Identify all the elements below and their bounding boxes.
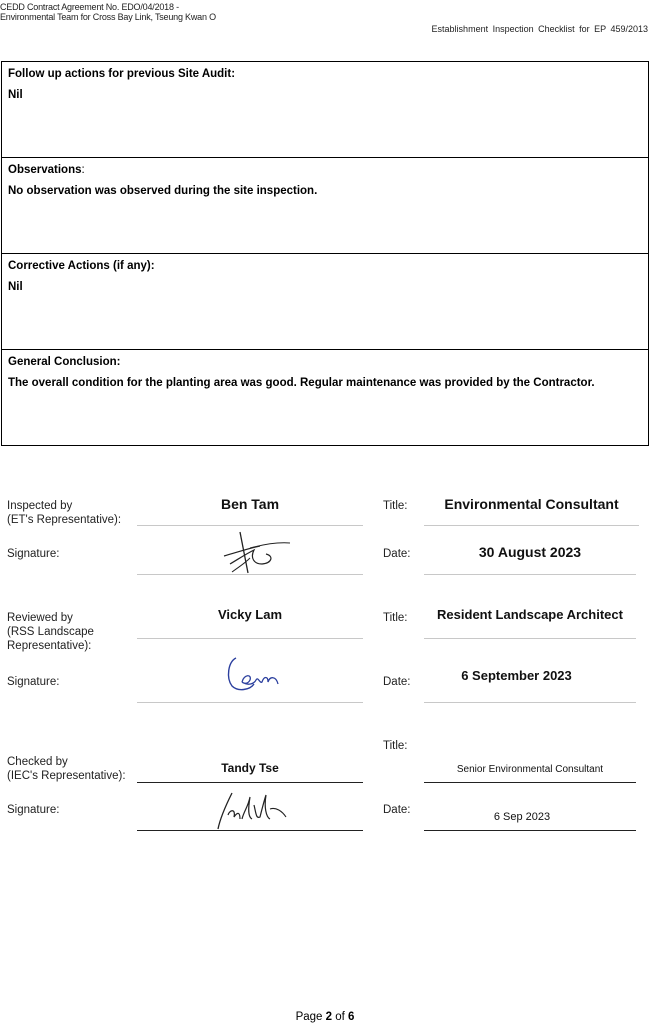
section-title: Observations:	[8, 164, 85, 176]
contract-line: CEDD Contract Agreement No. EDO/04/2018 -	[0, 2, 179, 12]
signature-label: Signature:	[7, 804, 60, 816]
section-body: The overall condition for the planting area was good. Regular maintenance was provided by the Contractor.	[8, 377, 595, 389]
general-conclusion-section	[1, 350, 649, 446]
inspector-signature	[220, 528, 295, 578]
inspection-sections	[1, 61, 649, 446]
corrective-actions-section	[1, 254, 649, 350]
date-rule	[424, 574, 636, 575]
inspected-by-label	[7, 499, 121, 527]
title-rule	[424, 638, 636, 639]
signature-rule	[137, 574, 363, 575]
date-label: Date:	[383, 676, 411, 688]
inspector-name: Ben Tam	[220, 496, 280, 512]
inspection-date: 30 August 2023	[478, 544, 582, 560]
signature-rule	[137, 830, 363, 831]
date-label: Date:	[383, 804, 411, 816]
signature-rule	[137, 702, 363, 703]
title-label: Title:	[383, 740, 408, 752]
checker-name: Tandy Tse	[221, 761, 279, 775]
page-footer	[0, 1011, 650, 1023]
check-date: 6 Sep 2023	[493, 811, 551, 823]
of-word: of	[335, 1011, 345, 1023]
label-line: Checked by	[7, 756, 68, 768]
title-label: Title:	[383, 500, 408, 512]
title-label: Title:	[383, 612, 408, 624]
label-line: Representative):	[7, 640, 92, 652]
reviewed-by-label	[7, 611, 94, 653]
label-line: Reviewed by	[7, 612, 73, 624]
name-rule	[137, 638, 363, 639]
section-body: Nil	[8, 281, 23, 293]
inspector-title: Environmental Consultant	[444, 496, 619, 512]
section-body: Nil	[8, 89, 23, 101]
name-rule	[137, 525, 363, 526]
reviewer-name: Vicky Lam	[217, 607, 283, 622]
date-rule	[424, 830, 636, 831]
signature-label: Signature:	[7, 548, 60, 560]
page-word: Page	[295, 1011, 323, 1023]
section-title: Follow up actions for previous Site Audit:	[8, 68, 236, 80]
signature-label: Signature:	[7, 676, 60, 688]
page-number: 2	[325, 1011, 333, 1023]
observations-section	[1, 158, 649, 254]
page-total: 6	[348, 1011, 355, 1023]
label-line: Inspected by	[7, 500, 73, 512]
checker-title: Senior Environmental Consultant	[456, 764, 604, 775]
label-line: (IEC's Representative):	[7, 770, 126, 782]
label-line: (ET's Representative):	[7, 514, 122, 526]
team-line: Environmental Team for Cross Bay Link, Tseung Kwan O	[0, 12, 216, 22]
checker-signature	[212, 785, 292, 833]
section-title: Corrective Actions (if any):	[8, 260, 155, 272]
label-line: (RSS Landscape	[7, 626, 94, 638]
title-rule	[424, 782, 636, 783]
checklist-title: Establishment Inspection Checklist for EP 459/2013	[431, 24, 648, 34]
title-rule	[424, 525, 639, 526]
reviewer-signature	[222, 650, 287, 695]
contract-header	[0, 2, 216, 22]
follow-up-section	[1, 62, 649, 158]
section-body: No observation was observed during the site inspection.	[8, 185, 318, 197]
reviewer-title: Resident Landscape Architect	[437, 607, 623, 622]
section-title: General Conclusion:	[8, 356, 121, 368]
date-label: Date:	[383, 548, 411, 560]
name-rule	[137, 782, 363, 783]
review-date: 6 September 2023	[461, 668, 572, 683]
date-rule	[424, 702, 636, 703]
checked-by-label	[7, 755, 126, 783]
